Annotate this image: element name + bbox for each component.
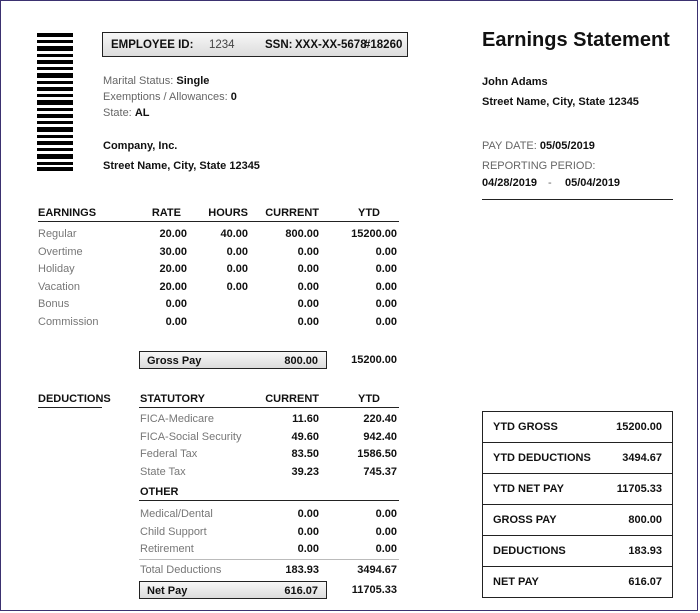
total-deductions-ytd: 3494.67 [357,564,397,576]
employee-id-box [102,32,408,57]
ssn-value: XXX-XX-5678 [295,39,367,51]
net-pay-label: Net Pay [147,585,188,597]
hours-header: HOURS [208,207,248,219]
deduction-current: 39.23 [291,465,319,478]
marital-label: Marital Status: [103,75,174,87]
summary-value: 3494.67 [622,452,662,464]
deduction-current: 11.60 [292,413,319,425]
barcode [37,33,73,171]
deduction-name: Federal Tax [140,448,198,461]
total-deductions-current: 183.93 [285,564,319,576]
earnings-ytd: 0.00 [375,280,397,293]
current-header: CURRENT [265,207,319,219]
earnings-ytd: 0.00 [375,316,397,328]
other-header-rule [139,500,399,501]
barcode-stripe [37,108,73,111]
barcode-stripe [37,54,73,57]
barcode-stripe [37,135,73,138]
ssn-label: SSN: [265,39,293,51]
state [103,107,149,119]
reporting-period-label: REPORTING PERIOD: [482,160,596,172]
state-value: AL [134,107,150,119]
exempt-label: Exemptions / Allowances: [103,91,228,103]
deduction-current: 0.00 [297,525,319,538]
deduction-ytd: 0.00 [375,525,397,538]
summary-row [483,536,672,567]
net-pay-ytd: 11705.33 [351,584,397,596]
employee-id-label: EMPLOYEE ID: [111,39,194,51]
summary-value: 616.07 [628,576,662,588]
deductions-header-rule [38,407,102,408]
deductions-header: DEDUCTIONS [38,393,111,405]
earnings-header: EARNINGS [38,207,97,219]
statutory-header: STATUTORY [140,393,205,405]
state-label: State: [103,107,132,119]
summary-row [483,505,672,536]
earnings-current: 0.00 [297,263,319,276]
barcode-stripe [37,94,73,97]
barcode-stripe [37,141,73,145]
employee-name: John Adams [482,76,548,88]
summary-row [483,412,672,443]
net-pay-current: 616.07 [284,585,318,597]
earnings-current: 0.00 [297,245,319,258]
deduction-current: 0.00 [297,508,319,520]
deductions-ytd-header: YTD [358,393,380,405]
earnings-rate: 20.00 [159,280,187,293]
earnings-rate: 20.00 [159,228,187,240]
earnings-ytd: 0.00 [375,245,397,258]
deduction-name: Child Support [140,525,207,538]
net-pay-box [139,581,327,599]
barcode-stripe [37,162,73,165]
earnings-rate: 0.00 [165,298,187,311]
summary-label: YTD GROSS [493,421,558,433]
earnings-hours: 40.00 [220,228,248,240]
earnings-name: Vacation [38,280,80,293]
deductions-current-header: CURRENT [265,393,319,405]
earnings-name: Bonus [38,298,70,311]
marital-status [103,75,209,87]
pay-date-value: 05/05/2019 [539,140,595,152]
rate-header: RATE [151,207,181,219]
earnings-ytd: 0.00 [375,298,397,311]
gross-pay-current: 800.00 [284,355,318,367]
summary-row [483,567,672,598]
company-name: Company, Inc. [103,140,178,152]
earnings-rate: 0.00 [165,316,187,328]
ytd-header: YTD [358,207,380,219]
barcode-stripe [37,87,73,91]
employee-address: Street Name, City, State 12345 [482,96,639,108]
deduction-ytd: 0.00 [375,543,397,556]
earnings-name: Regular [38,228,77,240]
summary-value: 15200.00 [616,421,662,433]
earnings-current: 800.00 [285,228,319,240]
statutory-header-rule [139,407,399,408]
period-rule [482,199,673,200]
employee-id-value: 1234 [209,39,235,51]
earnings-current: 0.00 [297,316,319,328]
marital-value: Single [176,75,210,87]
earnings-hours: 0.00 [226,245,248,258]
deduction-current: 83.50 [291,448,319,461]
barcode-stripe [37,114,73,118]
summary-row [483,443,672,474]
earnings-ytd: 0.00 [375,263,397,276]
earnings-current: 0.00 [297,280,319,293]
deduction-ytd: 942.40 [363,430,397,443]
summary-row [483,474,672,505]
period-start: 04/28/2019 [482,177,538,189]
earnings-rate: 30.00 [159,245,187,258]
earnings-name: Holiday [38,263,75,276]
earnings-name: Commission [38,316,99,328]
exemptions [103,91,237,103]
deduction-ytd: 1586.50 [357,448,397,461]
period-separator: - [548,177,552,189]
summary-label: DEDUCTIONS [493,545,566,557]
gross-pay-ytd: 15200.00 [351,354,397,366]
summary-label: YTD DEDUCTIONS [493,452,591,464]
deduction-name: Retirement [140,543,194,556]
check-number: #18260 [364,39,403,51]
barcode-stripe [37,46,73,51]
summary-value: 800.00 [628,514,662,526]
earnings-rate: 20.00 [159,263,187,276]
earnings-header-rule [38,221,399,222]
barcode-stripe [37,73,73,78]
summary-value: 11705.33 [616,483,662,495]
pay-date-label: PAY DATE: [482,140,537,152]
barcode-stripe [37,67,73,70]
deduction-ytd: 745.37 [363,465,397,478]
earnings-name: Overtime [38,245,83,258]
barcode-stripe [37,127,73,132]
summary-label: GROSS PAY [493,514,557,526]
deduction-ytd: 220.40 [363,413,397,425]
company-address: Street Name, City, State 12345 [103,160,260,172]
deduction-name: State Tax [140,465,186,478]
total-rule [139,559,399,560]
earnings-hours: 0.00 [226,280,248,293]
summary-value: 183.93 [628,545,662,557]
barcode-stripe [37,81,73,84]
deduction-name: FICA-Social Security [140,430,242,443]
barcode-stripe [37,148,73,151]
barcode-stripe [37,60,73,64]
earnings-current: 0.00 [297,298,319,311]
gross-pay-label: Gross Pay [147,355,202,367]
earnings-hours: 0.00 [226,263,248,276]
gross-pay-box [139,351,327,369]
deduction-ytd: 0.00 [375,508,397,520]
barcode-stripe [37,121,73,124]
summary-label: NET PAY [493,576,539,588]
deduction-name: FICA-Medicare [140,413,214,425]
deduction-current: 0.00 [297,543,319,556]
exempt-value: 0 [230,91,237,103]
barcode-stripe [37,167,73,171]
pay-date [482,140,595,152]
deduction-current: 49.60 [291,430,319,443]
summary-label: YTD NET PAY [493,483,564,495]
period-end: 05/04/2019 [565,177,621,189]
barcode-stripe [37,154,73,159]
barcode-stripe [37,100,73,105]
total-deductions-label: Total Deductions [140,564,222,576]
other-header: OTHER [140,486,179,498]
summary-box [482,411,673,598]
page-title: Earnings Statement [482,29,670,51]
deduction-name: Medical/Dental [140,508,213,520]
barcode-stripe [37,40,73,43]
barcode-stripe [37,33,73,37]
earnings-ytd: 15200.00 [351,228,397,240]
